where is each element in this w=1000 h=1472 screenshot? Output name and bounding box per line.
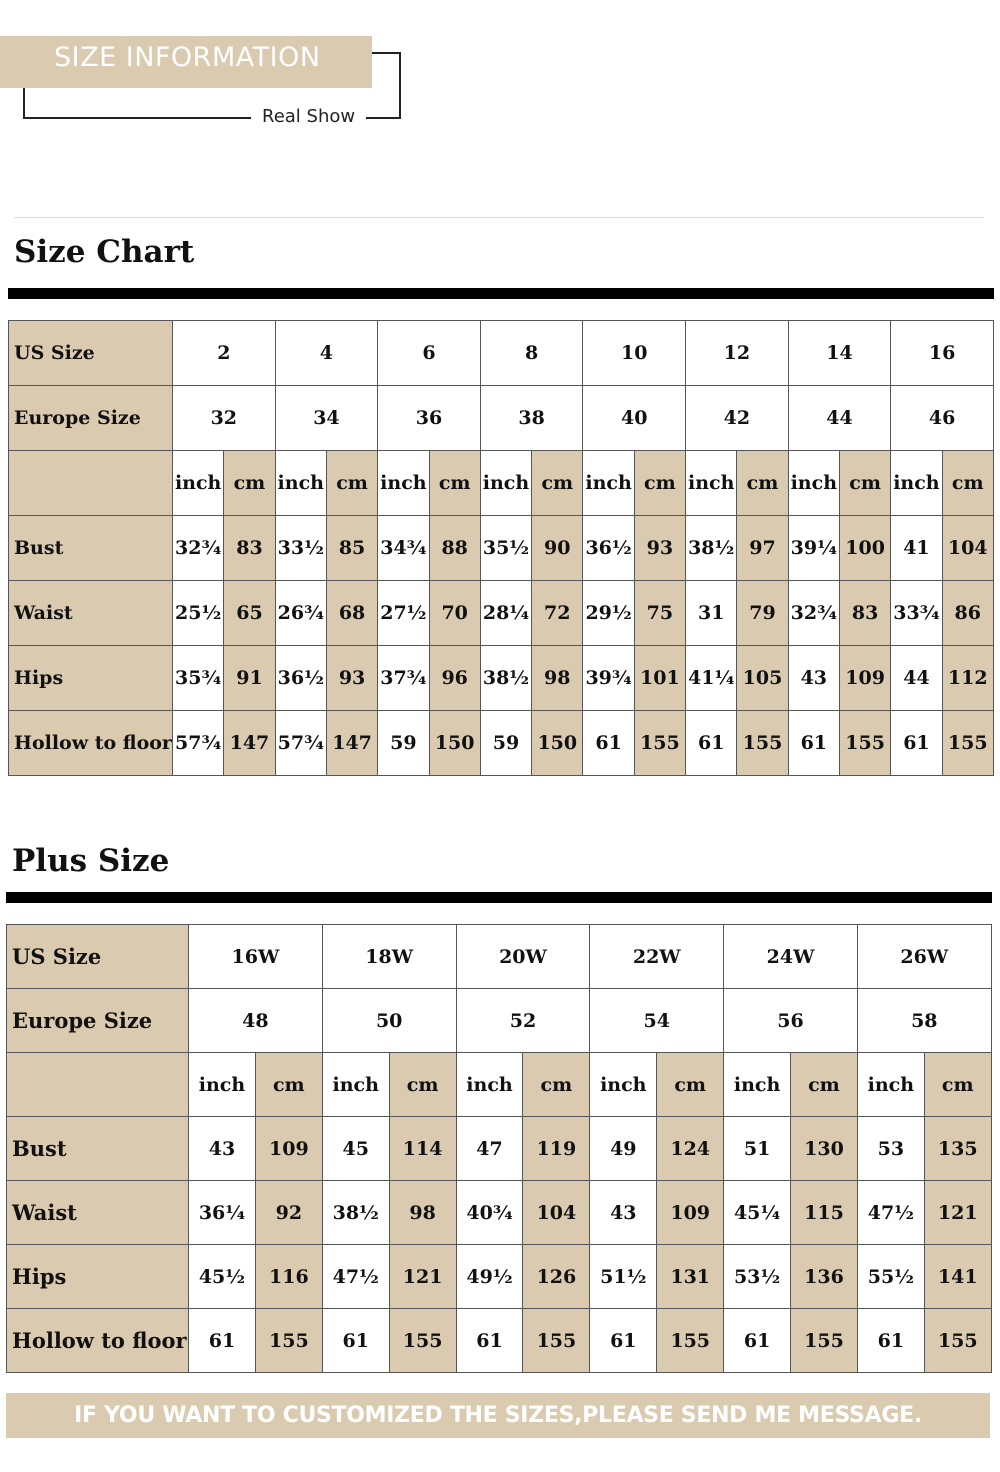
section-divider xyxy=(14,217,984,218)
measurement-inch-cell: 47½ xyxy=(322,1245,389,1309)
unit-cm-cell: cm xyxy=(634,451,685,516)
measurement-inch-cell: 61 xyxy=(189,1309,256,1373)
measurement-inch-cell: 41 xyxy=(891,516,942,581)
measurement-cm-cell: 92 xyxy=(255,1181,322,1245)
measurement-inch-cell: 47 xyxy=(456,1117,523,1181)
europe-size-label: Europe Size xyxy=(7,989,189,1053)
unit-cm-cell: cm xyxy=(737,451,788,516)
measurement-cm-cell: 155 xyxy=(523,1309,590,1373)
unit-row xyxy=(7,1053,992,1117)
measurement-inch-cell: 29½ xyxy=(583,581,634,646)
measurement-cm-cell: 155 xyxy=(255,1309,322,1373)
header-frame-line xyxy=(23,88,25,119)
unit-row-label xyxy=(9,451,173,516)
measurement-inch-cell: 36½ xyxy=(583,516,634,581)
measurement-inch-cell: 53 xyxy=(857,1117,924,1181)
unit-inch-cell: inch xyxy=(189,1053,256,1117)
measurement-inch-cell: 49 xyxy=(590,1117,657,1181)
measurement-inch-cell: 35¾ xyxy=(173,646,224,711)
europe-size-cell: 50 xyxy=(322,989,456,1053)
measurement-cm-cell: 88 xyxy=(429,516,480,581)
us-size-cell: 16 xyxy=(891,321,994,386)
measurement-label: Hips xyxy=(9,646,173,711)
measurement-cm-cell: 155 xyxy=(839,711,890,776)
measurement-cm-cell: 155 xyxy=(657,1309,724,1373)
measurement-row xyxy=(9,581,994,646)
measurement-cm-cell: 114 xyxy=(389,1117,456,1181)
us-size-cell: 6 xyxy=(378,321,481,386)
unit-cm-cell: cm xyxy=(326,451,377,516)
unit-cm-cell: cm xyxy=(924,1053,991,1117)
unit-cm-cell: cm xyxy=(532,451,583,516)
europe-size-cell: 38 xyxy=(480,386,583,451)
measurement-cm-cell: 93 xyxy=(634,516,685,581)
measurement-inch-cell: 28¼ xyxy=(480,581,531,646)
europe-size-label: Europe Size xyxy=(9,386,173,451)
measurement-label: Waist xyxy=(9,581,173,646)
unit-row-label xyxy=(7,1053,189,1117)
europe-size-cell: 52 xyxy=(456,989,590,1053)
europe-size-cell: 46 xyxy=(891,386,994,451)
us-size-cell: 14 xyxy=(788,321,891,386)
measurement-cm-cell: 155 xyxy=(791,1309,858,1373)
header-frame-line xyxy=(23,117,251,119)
europe-size-cell: 48 xyxy=(189,989,323,1053)
size-chart-title: Size Chart xyxy=(14,234,195,270)
measurement-inch-cell: 36½ xyxy=(275,646,326,711)
europe-size-cell: 36 xyxy=(378,386,481,451)
measurement-inch-cell: 27½ xyxy=(378,581,429,646)
europe-size-cell: 58 xyxy=(857,989,991,1053)
measurement-cm-cell: 155 xyxy=(924,1309,991,1373)
header-subtitle: Real Show xyxy=(262,106,356,127)
measurement-row xyxy=(9,516,994,581)
unit-inch-cell: inch xyxy=(583,451,634,516)
us-size-cell: 24W xyxy=(724,925,858,989)
us-size-cell: 8 xyxy=(480,321,583,386)
measurement-cm-cell: 147 xyxy=(326,711,377,776)
measurement-cm-cell: 126 xyxy=(523,1245,590,1309)
measurement-cm-cell: 96 xyxy=(429,646,480,711)
size-chart-rule xyxy=(8,288,994,299)
measurement-cm-cell: 150 xyxy=(429,711,480,776)
measurement-inch-cell: 45½ xyxy=(189,1245,256,1309)
measurement-label: Hollow to floor xyxy=(7,1309,189,1373)
measurement-cm-cell: 109 xyxy=(839,646,890,711)
measurement-row xyxy=(7,1181,992,1245)
measurement-row xyxy=(7,1245,992,1309)
size-chart-body xyxy=(9,321,994,776)
measurement-cm-cell: 105 xyxy=(737,646,788,711)
unit-cm-cell: cm xyxy=(255,1053,322,1117)
us-size-label: US Size xyxy=(7,925,189,989)
measurement-inch-cell: 61 xyxy=(891,711,942,776)
unit-inch-cell: inch xyxy=(173,451,224,516)
measurement-inch-cell: 51 xyxy=(724,1117,791,1181)
measurement-inch-cell: 36¼ xyxy=(189,1181,256,1245)
measurement-cm-cell: 104 xyxy=(523,1181,590,1245)
measurement-inch-cell: 37¾ xyxy=(378,646,429,711)
measurement-cm-cell: 131 xyxy=(657,1245,724,1309)
europe-size-cell: 44 xyxy=(788,386,891,451)
measurement-cm-cell: 135 xyxy=(924,1117,991,1181)
measurement-inch-cell: 61 xyxy=(724,1309,791,1373)
europe-size-cell: 42 xyxy=(686,386,789,451)
measurement-cm-cell: 98 xyxy=(389,1181,456,1245)
us-size-row xyxy=(9,321,994,386)
measurement-inch-cell: 38½ xyxy=(480,646,531,711)
measurement-cm-cell: 109 xyxy=(657,1181,724,1245)
measurement-cm-cell: 65 xyxy=(224,581,275,646)
unit-cm-cell: cm xyxy=(389,1053,456,1117)
measurement-inch-cell: 25½ xyxy=(173,581,224,646)
measurement-cm-cell: 119 xyxy=(523,1117,590,1181)
plus-size-body xyxy=(7,925,992,1373)
footer-message: IF YOU WANT TO CUSTOMIZED THE SIZES,PLEASE SEND ME MESSAGE. xyxy=(74,1403,922,1428)
measurement-cm-cell: 130 xyxy=(791,1117,858,1181)
measurement-inch-cell: 33½ xyxy=(275,516,326,581)
measurement-inch-cell: 41¼ xyxy=(686,646,737,711)
measurement-inch-cell: 34¾ xyxy=(378,516,429,581)
unit-inch-cell: inch xyxy=(590,1053,657,1117)
europe-size-cell: 56 xyxy=(724,989,858,1053)
us-size-row xyxy=(7,925,992,989)
measurement-inch-cell: 43 xyxy=(189,1117,256,1181)
measurement-inch-cell: 43 xyxy=(590,1181,657,1245)
unit-cm-cell: cm xyxy=(429,451,480,516)
unit-cm-cell: cm xyxy=(224,451,275,516)
measurement-inch-cell: 61 xyxy=(583,711,634,776)
measurement-inch-cell: 43 xyxy=(788,646,839,711)
measurement-cm-cell: 155 xyxy=(737,711,788,776)
unit-inch-cell: inch xyxy=(275,451,326,516)
unit-inch-cell: inch xyxy=(322,1053,389,1117)
measurement-cm-cell: 83 xyxy=(839,581,890,646)
us-size-cell: 22W xyxy=(590,925,724,989)
measurement-cm-cell: 83 xyxy=(224,516,275,581)
measurement-label: Hollow to floor xyxy=(9,711,173,776)
measurement-label: Bust xyxy=(7,1117,189,1181)
us-size-cell: 4 xyxy=(275,321,378,386)
measurement-cm-cell: 72 xyxy=(532,581,583,646)
europe-size-cell: 54 xyxy=(590,989,724,1053)
measurement-cm-cell: 100 xyxy=(839,516,890,581)
measurement-inch-cell: 59 xyxy=(480,711,531,776)
us-size-label: US Size xyxy=(9,321,173,386)
measurement-inch-cell: 51½ xyxy=(590,1245,657,1309)
measurement-inch-cell: 35½ xyxy=(480,516,531,581)
measurement-cm-cell: 75 xyxy=(634,581,685,646)
measurement-inch-cell: 47½ xyxy=(857,1181,924,1245)
measurement-inch-cell: 40¾ xyxy=(456,1181,523,1245)
measurement-cm-cell: 124 xyxy=(657,1117,724,1181)
measurement-row xyxy=(9,711,994,776)
measurement-inch-cell: 31 xyxy=(686,581,737,646)
measurement-cm-cell: 91 xyxy=(224,646,275,711)
header-title: SIZE INFORMATION xyxy=(54,42,321,73)
measurement-cm-cell: 79 xyxy=(737,581,788,646)
size-chart-table xyxy=(8,320,994,776)
measurement-cm-cell: 98 xyxy=(532,646,583,711)
measurement-cm-cell: 85 xyxy=(326,516,377,581)
us-size-cell: 18W xyxy=(322,925,456,989)
measurement-inch-cell: 32¾ xyxy=(173,516,224,581)
measurement-inch-cell: 59 xyxy=(378,711,429,776)
measurement-cm-cell: 121 xyxy=(389,1245,456,1309)
measurement-inch-cell: 53½ xyxy=(724,1245,791,1309)
measurement-inch-cell: 45¼ xyxy=(724,1181,791,1245)
europe-size-row xyxy=(7,989,992,1053)
unit-inch-cell: inch xyxy=(686,451,737,516)
measurement-cm-cell: 97 xyxy=(737,516,788,581)
measurement-cm-cell: 112 xyxy=(942,646,993,711)
measurement-inch-cell: 32¾ xyxy=(788,581,839,646)
measurement-inch-cell: 38½ xyxy=(322,1181,389,1245)
measurement-inch-cell: 55½ xyxy=(857,1245,924,1309)
us-size-cell: 12 xyxy=(686,321,789,386)
measurement-inch-cell: 45 xyxy=(322,1117,389,1181)
unit-cm-cell: cm xyxy=(657,1053,724,1117)
measurement-row xyxy=(7,1117,992,1181)
measurement-inch-cell: 39¾ xyxy=(583,646,634,711)
measurement-cm-cell: 155 xyxy=(942,711,993,776)
measurement-inch-cell: 33¾ xyxy=(891,581,942,646)
measurement-inch-cell: 61 xyxy=(857,1309,924,1373)
measurement-cm-cell: 136 xyxy=(791,1245,858,1309)
unit-inch-cell: inch xyxy=(480,451,531,516)
measurement-label: Waist xyxy=(7,1181,189,1245)
header-frame-line xyxy=(366,117,401,119)
unit-row xyxy=(9,451,994,516)
plus-size-rule xyxy=(6,892,992,903)
measurement-cm-cell: 68 xyxy=(326,581,377,646)
plus-size-table xyxy=(6,924,992,1373)
measurement-cm-cell: 101 xyxy=(634,646,685,711)
measurement-row xyxy=(9,646,994,711)
measurement-cm-cell: 155 xyxy=(389,1309,456,1373)
us-size-cell: 10 xyxy=(583,321,686,386)
measurement-label: Bust xyxy=(9,516,173,581)
europe-size-cell: 34 xyxy=(275,386,378,451)
measurement-inch-cell: 57¾ xyxy=(173,711,224,776)
measurement-cm-cell: 90 xyxy=(532,516,583,581)
us-size-cell: 2 xyxy=(173,321,276,386)
measurement-cm-cell: 86 xyxy=(942,581,993,646)
measurement-cm-cell: 70 xyxy=(429,581,480,646)
unit-cm-cell: cm xyxy=(523,1053,590,1117)
measurement-inch-cell: 61 xyxy=(456,1309,523,1373)
measurement-cm-cell: 93 xyxy=(326,646,377,711)
measurement-inch-cell: 39¼ xyxy=(788,516,839,581)
unit-inch-cell: inch xyxy=(857,1053,924,1117)
measurement-label: Hips xyxy=(7,1245,189,1309)
measurement-inch-cell: 61 xyxy=(788,711,839,776)
measurement-cm-cell: 104 xyxy=(942,516,993,581)
unit-inch-cell: inch xyxy=(456,1053,523,1117)
us-size-cell: 26W xyxy=(857,925,991,989)
measurement-cm-cell: 141 xyxy=(924,1245,991,1309)
measurement-cm-cell: 155 xyxy=(634,711,685,776)
measurement-inch-cell: 61 xyxy=(590,1309,657,1373)
measurement-inch-cell: 61 xyxy=(686,711,737,776)
measurement-cm-cell: 116 xyxy=(255,1245,322,1309)
measurement-cm-cell: 115 xyxy=(791,1181,858,1245)
measurement-cm-cell: 147 xyxy=(224,711,275,776)
measurement-inch-cell: 26¾ xyxy=(275,581,326,646)
measurement-cm-cell: 121 xyxy=(924,1181,991,1245)
unit-inch-cell: inch xyxy=(724,1053,791,1117)
europe-size-row xyxy=(9,386,994,451)
header-frame-line xyxy=(399,52,401,119)
unit-inch-cell: inch xyxy=(788,451,839,516)
us-size-cell: 16W xyxy=(189,925,323,989)
europe-size-cell: 40 xyxy=(583,386,686,451)
unit-inch-cell: inch xyxy=(378,451,429,516)
measurement-inch-cell: 49½ xyxy=(456,1245,523,1309)
header-frame-line xyxy=(372,52,401,54)
measurement-row xyxy=(7,1309,992,1373)
europe-size-cell: 32 xyxy=(173,386,276,451)
unit-inch-cell: inch xyxy=(891,451,942,516)
unit-cm-cell: cm xyxy=(942,451,993,516)
measurement-inch-cell: 44 xyxy=(891,646,942,711)
measurement-inch-cell: 61 xyxy=(322,1309,389,1373)
unit-cm-cell: cm xyxy=(791,1053,858,1117)
measurement-inch-cell: 57¾ xyxy=(275,711,326,776)
measurement-inch-cell: 38½ xyxy=(686,516,737,581)
plus-size-title: Plus Size xyxy=(12,843,170,879)
unit-cm-cell: cm xyxy=(839,451,890,516)
measurement-cm-cell: 150 xyxy=(532,711,583,776)
measurement-cm-cell: 109 xyxy=(255,1117,322,1181)
us-size-cell: 20W xyxy=(456,925,590,989)
